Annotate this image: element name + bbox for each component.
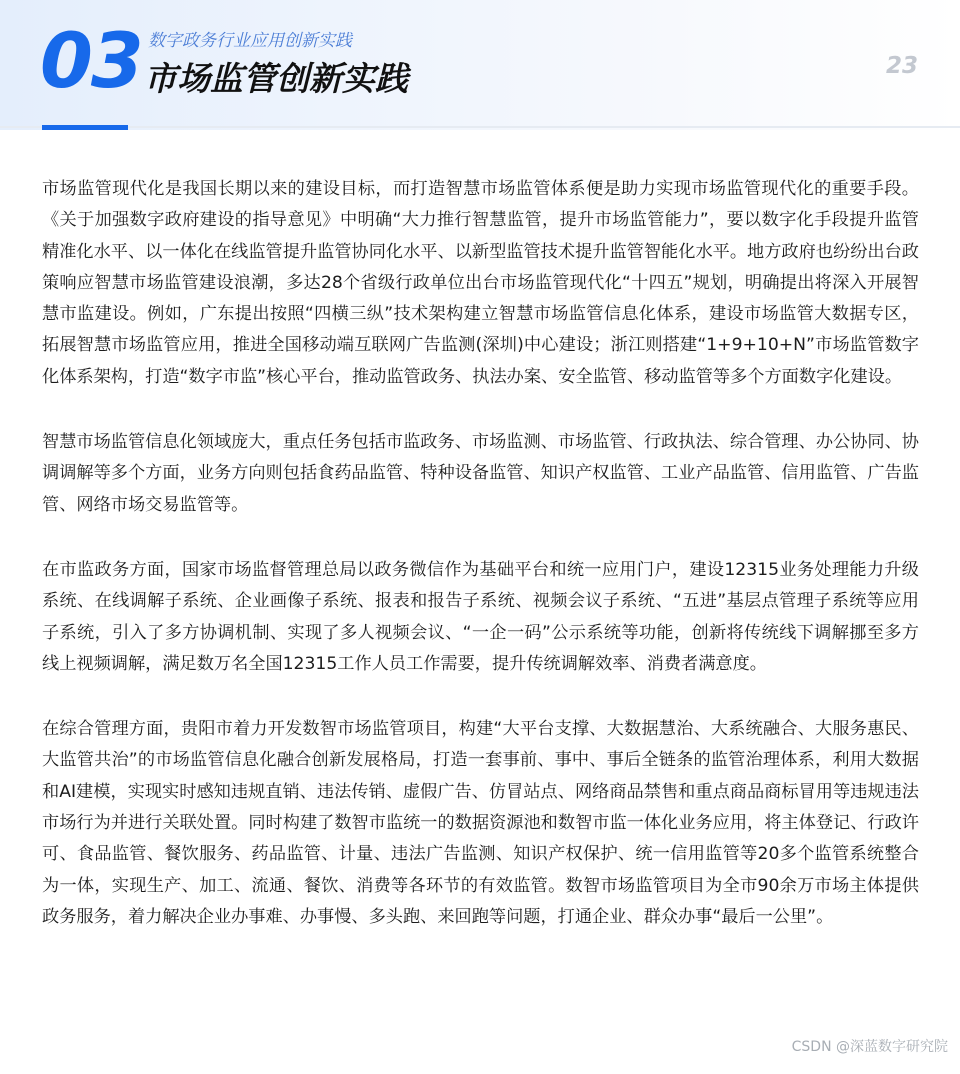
page-title: 市场监管创新实践 — [144, 59, 408, 98]
header-accent-bar — [42, 125, 128, 130]
watermark: CSDN @深蓝数字研究院 — [791, 1039, 948, 1055]
paragraph-intro: 市场监管现代化是我国长期以来的建设目标，而打造智慧市场监管体系便是助力实现市场监管现代化的重要手段。《关于加强数字政府建设的指导意见》中明确“大力推行智慧监管，提升市场监管能力”，要以数字化手段提升监管精准化水平、以一体化在线监管提升监管协同化水平、以新型监管技术提升监管智能化水平。地方政府也纷纷出台政策响应智慧市场监管建设浪潮，多达28个省级行政单位出台市场监管现代化“十四五”规划，明确提出将深入开展智慧市监建设。例如，广东提出按照“四横三纵”技术架构建立智慧市场监管信息化体系，建设市场监管大数据专区，拓展智慧市场监管应用，推进全国移动端互联网广告监测(深圳)中心建设；浙江则搭建“1+9+10+N”市场监管数字化体系架构，打造“数字市监”核心平台，推动监管政务、执法办案、安全监管、移动监管等多个方面数字化建设。 — [42, 179, 919, 387]
paragraph-government-affairs: 在市监政务方面，国家市场监督管理总局以政务微信作为基础平台和统一应用门户，建设12315业务处理能力升级系统、在线调解子系统、企业画像子系统、报表和报告子系统、视频会议子系统、“五进”基层点管理子系统等应用子系统，引入了多方协调机制、实现了多人视频会议、“一企一码”公示系统等功能，创新将传统线下调解挪至多方线上视频调解，满足数万名全国12315工作人员工作需要，提升传统调解效率、消费者满意度。 — [42, 559, 919, 674]
page-number: 23 — [885, 53, 918, 79]
paragraph-scope: 智慧市场监管信息化领域庞大，重点任务包括市监政务、市场监测、市场监管、行政执法、综合管理、办公协同、协调调解等多个方面，业务方向则包括食药品监管、特种设备监管、知识产权监管、工业产品监管、信用监管、广告监管、网络市场交易监管等。 — [42, 432, 919, 515]
section-number: 03 — [40, 16, 142, 105]
header-divider — [0, 126, 960, 128]
paragraph-comprehensive-management: 在综合管理方面，贵阳市着力开发数智市场监管项目，构建“大平台支撑、大数据慧治、大系统融合、大服务惠民、大监管共治”的市场监管信息化融合创新发展格局，打造一套事前、事中、事后全链条的监管治理体系，利用大数据和AI建模，实现实时感知违规直销、违法传销、虚假广告、仿冒站点、网络商品禁售和重点商品商标冒用等违规违法市场行为并进行关联处置。同时构建了数智市监统一的数据资源池和数智市监一体化业务应用，将主体登记、行政许可、食品监管、餐饮服务、药品监管、计量、违法广告监测、知识产权保护、统一信用监管等20多个监管系统整合为一体，实现生产、加工、流通、餐饮、消费等各环节的有效监管。数智市场监管项目为全市90余万市场主体提供政务服务，着力解决企业办事难、办事慢、多头跑、来回跑等问题，打通企业、群众办事“最后一公里”。 — [42, 719, 919, 927]
article-body — [42, 174, 919, 967]
page-header — [0, 0, 960, 130]
section-subtitle: 数字政务行业应用创新实践 — [148, 31, 352, 51]
